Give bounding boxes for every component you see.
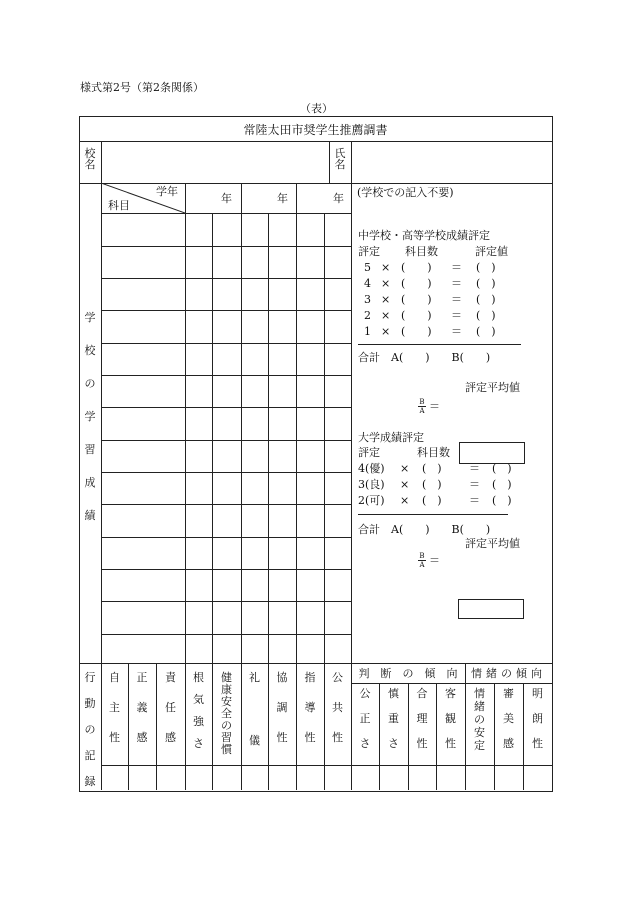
judgment-item-rationality: 合 理 性: [416, 687, 428, 750]
year-2-label: 年: [277, 192, 288, 205]
uni-average-fraction: $\frac{B}{A}$: [419, 552, 425, 569]
judgment-header: 判 断 の 傾 向: [358, 667, 458, 680]
behavior-item-public-spirit: 公 共 性: [332, 671, 343, 744]
ms-average-label: 評定平均値: [465, 381, 520, 394]
form-title: 常陸太田市奨学生推薦調書: [243, 123, 388, 137]
judgment-item-prudence: 慎 重 さ: [388, 687, 399, 750]
uni-total: 合計 A( ) B( ): [358, 523, 491, 536]
uni-average-value-box[interactable]: [458, 599, 524, 619]
school-name-field[interactable]: [103, 143, 327, 181]
ms-total: 合計 A( ) B( ): [358, 351, 491, 364]
ms-eval-title: 中学校・高等学校成績評定: [358, 229, 490, 242]
grade-year-label: 学年: [156, 185, 178, 198]
uni-average-label: 評定平均値: [465, 537, 520, 550]
year-1-label: 年: [221, 192, 232, 205]
school-name-label: 校 名: [84, 147, 96, 171]
behavior-item-justice: 正 義 感: [136, 671, 148, 744]
emotion-item-aesthetic: 審 美 感: [503, 687, 514, 750]
evaluation-note: (学校での記入不要): [357, 186, 454, 199]
judgment-item-fairness: 公 正 さ: [359, 687, 371, 750]
judgment-item-objectivity: 客 観 性: [445, 687, 456, 750]
behavior-item-autonomy: 自 主 性: [109, 671, 120, 744]
behavior-item-leadership: 指 導 性: [304, 671, 316, 744]
ms-average-fraction: $\frac{B}{A}$: [419, 398, 425, 415]
emotion-item-cheerfulness: 明 朗 性: [532, 687, 543, 750]
behavior-record-label: 行 動 の 記 録: [84, 671, 96, 788]
uni-eval-title: 大学成績評定: [358, 431, 424, 444]
student-name-label: 氏 名: [334, 147, 346, 171]
behavior-item-health-safety: 健 康 安 全 の 習 慣: [221, 671, 232, 756]
behavior-item-courtesy: 礼 儀: [249, 671, 260, 747]
behavior-item-responsibility: 責 任 感: [165, 671, 176, 744]
school-grades-label: 学 校 の 学 習 成 績: [84, 311, 96, 522]
behavior-item-cooperation: 協 調 性: [276, 671, 288, 744]
emotion-item-stability: 情 緒 の 安 定: [474, 687, 485, 752]
student-name-field[interactable]: [353, 143, 549, 181]
form-number: 様式第2号（第2条関係）: [80, 81, 204, 94]
subject-label: 科目: [108, 199, 130, 212]
side-label: （表）: [300, 102, 333, 115]
uni-eval-value-box[interactable]: [459, 442, 525, 464]
year-3-label: 年: [333, 192, 344, 205]
behavior-item-perseverance: 根 気 強 さ: [193, 671, 204, 750]
emotion-header: 情緒の傾向: [471, 667, 546, 680]
